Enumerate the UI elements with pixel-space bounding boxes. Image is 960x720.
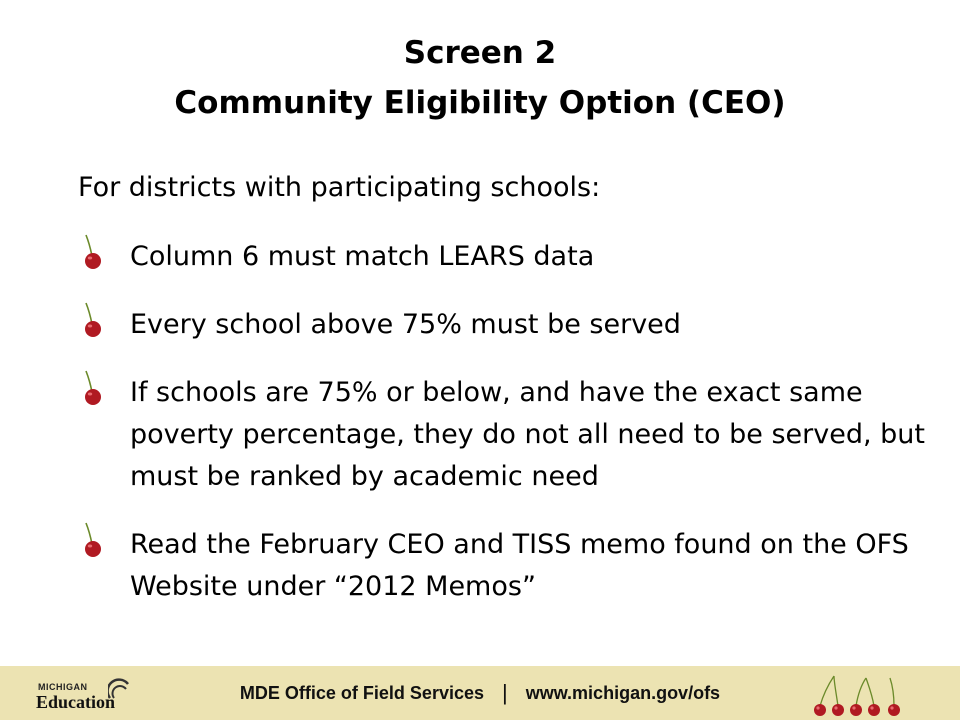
- logo-small-text: MICHIGAN: [38, 682, 88, 692]
- footer-bar: [0, 666, 960, 720]
- footer-separator: |: [502, 680, 508, 705]
- bullet-text: Every school above 75% must be served: [130, 309, 681, 340]
- slide-title: [0, 28, 960, 128]
- bullet-item: [80, 372, 940, 498]
- michigan-education-logo: [36, 678, 128, 718]
- bullet-item: [80, 304, 940, 346]
- cherry-icon: [80, 522, 106, 558]
- bullet-text: Read the February CEO and TISS memo found on the OFS Website under “2012 Memos”: [130, 529, 909, 602]
- cherry-icon: [80, 370, 106, 406]
- bullet-text: Column 6 must match LEARS data: [130, 241, 595, 272]
- bullet-text: If schools are 75% or below, and have the exact same poverty percentage, they do not all need to be served, but must be ranked by academic need: [130, 377, 925, 492]
- intro-text: For districts with participating schools:: [78, 172, 601, 203]
- bullet-list: [80, 236, 940, 634]
- bullet-item: [80, 236, 940, 278]
- title-line-2: Community Eligibility Option (CEO): [174, 85, 786, 121]
- cherry-icon: [80, 234, 106, 270]
- footer-office: MDE Office of Field Services: [239, 682, 484, 703]
- logo-big-text: Education: [36, 692, 116, 712]
- logo-arc-icon: [108, 678, 130, 700]
- cherry-icon: [80, 302, 106, 338]
- footer-url[interactable]: www.michigan.gov/ofs: [525, 682, 721, 703]
- bullet-item: [80, 524, 940, 608]
- cherries-icon: [810, 672, 910, 718]
- footer-text: [200, 666, 760, 720]
- title-line-1: Screen 2: [403, 35, 557, 71]
